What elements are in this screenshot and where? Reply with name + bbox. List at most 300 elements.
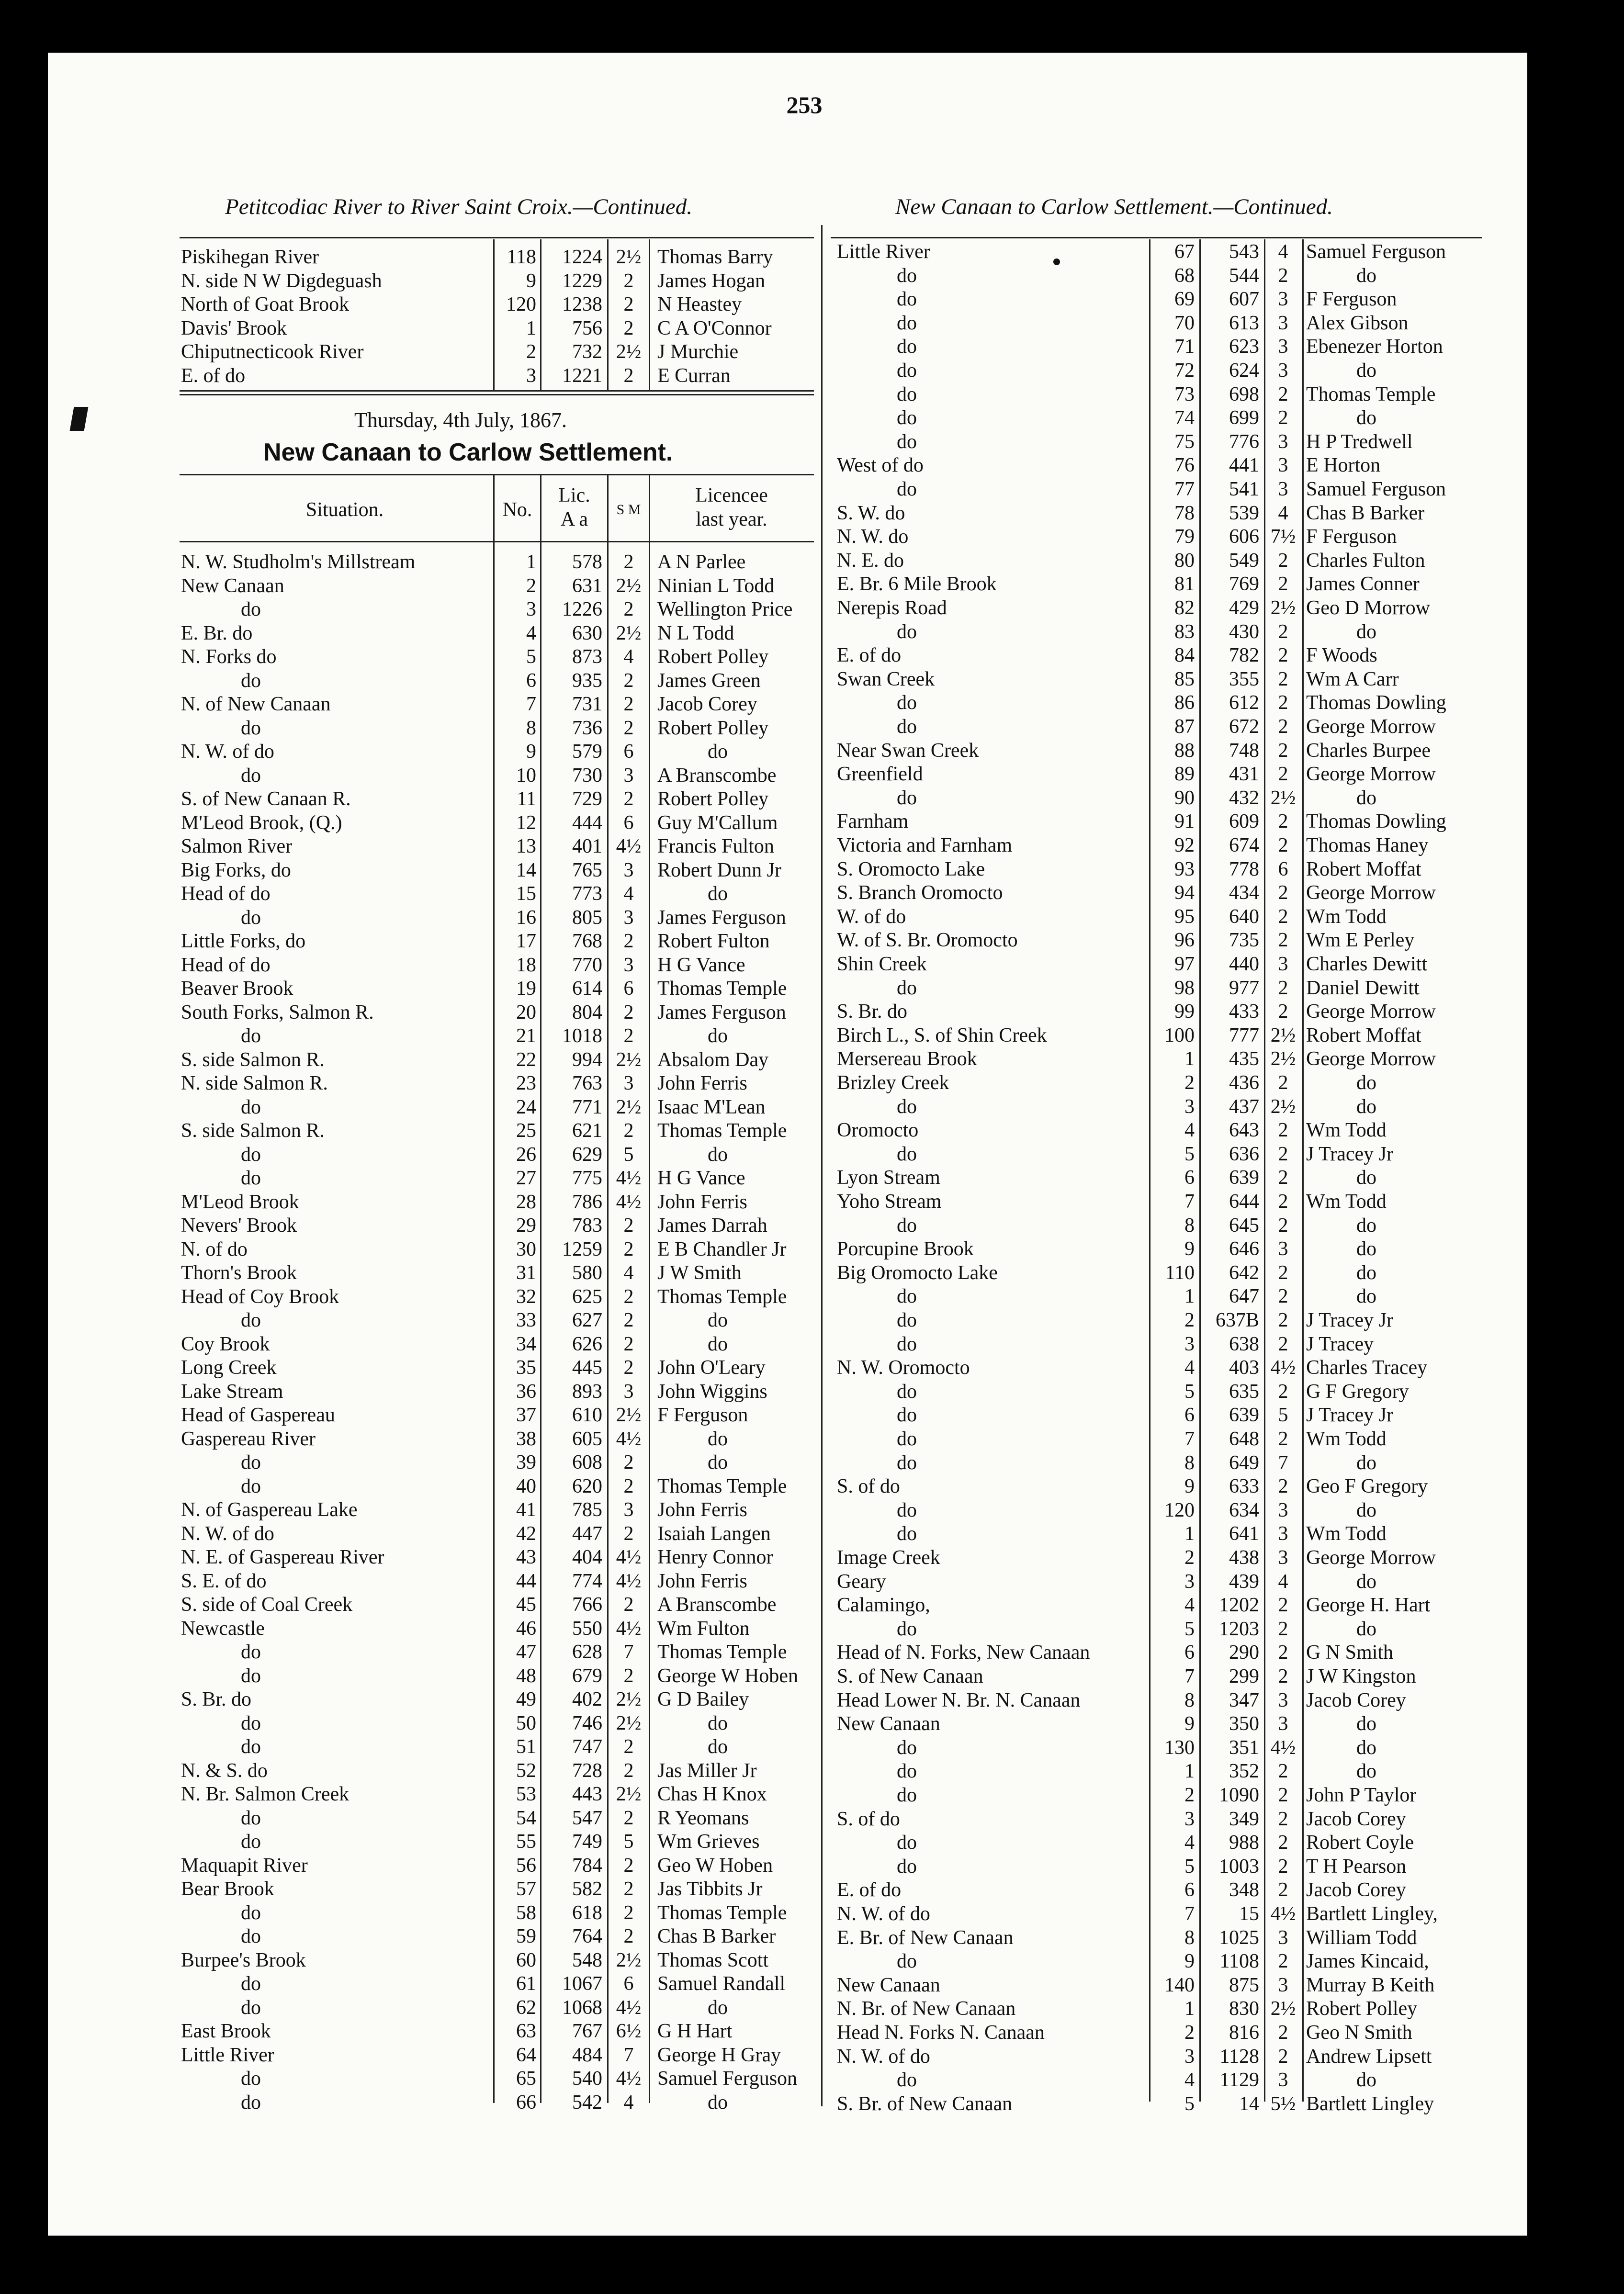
licence-cell: 433 <box>1229 1001 1259 1023</box>
licence-cell: 830 <box>1229 1998 1259 2020</box>
licence-cell: 639 <box>1229 1404 1259 1427</box>
sq-miles-cell: 2 <box>623 1854 634 1877</box>
number-cell: 81 <box>1174 573 1195 596</box>
situation-cell: do <box>241 2091 261 2114</box>
number-cell: 60 <box>516 1949 536 1971</box>
licence-cell: 1128 <box>1219 2045 1259 2068</box>
sq-miles-cell: 2 <box>623 1333 634 1355</box>
table-row <box>181 1546 813 1569</box>
number-cell: 6 <box>1184 1167 1195 1189</box>
table-row <box>181 2091 813 2114</box>
licensee-cell: Ninian L Todd <box>657 574 775 597</box>
number-cell: 3 <box>526 364 536 387</box>
situation-cell: S. Branch Oromocto <box>837 882 1003 904</box>
number-cell: 3 <box>526 598 536 620</box>
sq-miles-cell: 2 <box>1278 1191 1288 1213</box>
licence-cell: 579 <box>572 741 602 763</box>
sq-miles-cell: 5 <box>623 1831 634 1853</box>
number-cell: 13 <box>516 835 536 857</box>
table-row <box>837 1784 1478 1807</box>
licence-cell: 634 <box>1229 1499 1259 1521</box>
sq-miles-cell: 4½ <box>1270 1736 1296 1759</box>
licence-cell: 613 <box>1229 312 1259 334</box>
table-row <box>837 1618 1478 1641</box>
number-cell: 72 <box>1174 360 1195 382</box>
number-cell: 65 <box>516 2068 536 2090</box>
licence-cell: 771 <box>572 1096 602 1118</box>
licensee-cell: G H Hart <box>657 2020 733 2042</box>
table-row <box>837 858 1478 881</box>
licence-cell: 746 <box>572 1712 602 1734</box>
licence-cell: 445 <box>572 1357 602 1379</box>
table-row <box>837 1950 1478 1973</box>
table-row <box>181 1309 813 1332</box>
table-row <box>181 906 813 930</box>
number-cell: 84 <box>1174 644 1195 667</box>
licensee-cell: do <box>708 1333 728 1355</box>
licence-cell: 625 <box>572 1285 602 1308</box>
number-cell: 22 <box>516 1048 536 1071</box>
licence-cell: 550 <box>572 1617 602 1640</box>
situation-cell: do <box>241 1925 261 1947</box>
number-cell: 94 <box>1174 882 1195 904</box>
licence-cell: 640 <box>1229 905 1259 928</box>
situation-cell: North of Goat Brook <box>181 293 350 315</box>
licensee-cell: do <box>1356 1760 1376 1783</box>
licensee-cell: James Hogan <box>657 270 766 292</box>
licence-cell: 804 <box>572 1001 602 1023</box>
table-row <box>837 691 1478 715</box>
licence-cell: 582 <box>572 1878 602 1900</box>
licensee-cell: do <box>708 2091 728 2114</box>
situation-cell: do <box>897 1214 917 1237</box>
situation-cell: Little River <box>181 2044 274 2066</box>
table-row <box>181 1593 813 1617</box>
table-row <box>181 882 813 906</box>
licensee-cell: George W Hoben <box>657 1664 798 1687</box>
licensee-cell: Isaiah Langen <box>657 1522 771 1545</box>
situation-cell: Bear Brook <box>181 1878 274 1900</box>
situation-cell: do <box>241 1901 261 1924</box>
licensee-cell: Thomas Barry <box>657 246 773 268</box>
licence-cell: 783 <box>572 1214 602 1237</box>
licence-cell: 549 <box>1229 549 1259 572</box>
licensee-cell: do <box>1356 1214 1376 1237</box>
sq-miles-cell: 2 <box>623 669 634 692</box>
licensee-cell: George Morrow <box>1306 763 1436 786</box>
sq-miles-cell: 2 <box>1278 620 1288 643</box>
table-row <box>837 1831 1478 1855</box>
licensee-cell: do <box>708 1736 728 1758</box>
situation-cell: Head Lower N. Br. N. Canaan <box>837 1689 1081 1711</box>
table-row <box>181 1949 813 1972</box>
licensee-cell: do <box>1356 1167 1376 1189</box>
table-row <box>181 1356 813 1380</box>
situation-cell: do <box>897 1285 917 1308</box>
table-row <box>181 977 813 1001</box>
licensee-cell: Henry Connor <box>657 1546 773 1568</box>
number-cell: 91 <box>1174 810 1195 833</box>
licence-cell: 629 <box>572 1143 602 1166</box>
situation-cell: Big Oromocto Lake <box>837 1261 998 1284</box>
licence-cell: 805 <box>572 906 602 929</box>
licensee-cell: Charles Fulton <box>1306 549 1425 572</box>
col-header-lic: Lic. A a <box>558 484 590 530</box>
number-cell: 20 <box>516 1001 536 1023</box>
number-cell: 4 <box>1184 2069 1195 2092</box>
table-row <box>181 1191 813 1214</box>
table-row <box>837 739 1478 763</box>
table-row <box>837 1143 1478 1166</box>
sq-miles-cell: 2 <box>1278 668 1288 690</box>
licensee-cell: J W Smith <box>657 1262 742 1284</box>
sq-miles-cell: 2 <box>623 1120 634 1142</box>
sq-miles-cell: 2 <box>1278 905 1288 928</box>
situation-cell: do <box>897 716 917 738</box>
number-cell: 3 <box>1184 1808 1195 1830</box>
sq-miles-cell: 2 <box>1278 1333 1288 1355</box>
number-cell: 1 <box>526 551 536 573</box>
sq-miles-cell: 2 <box>623 270 634 292</box>
top-table-bottom-rule <box>180 390 814 392</box>
licensee-cell: Geo F Gregory <box>1306 1475 1428 1498</box>
licence-cell: 747 <box>572 1736 602 1758</box>
sq-miles-cell: 6½ <box>616 2020 642 2042</box>
table-row <box>181 598 813 621</box>
number-cell: 9 <box>526 741 536 763</box>
table-row <box>837 787 1478 810</box>
licensee-cell: do <box>1356 360 1376 382</box>
number-cell: 3 <box>1184 2045 1195 2068</box>
number-cell: 35 <box>516 1357 536 1379</box>
number-cell: 89 <box>1174 763 1195 786</box>
number-cell: 110 <box>1165 1261 1195 1284</box>
table-row <box>181 1901 813 1925</box>
licence-cell: 893 <box>572 1380 602 1403</box>
licence-cell: 484 <box>572 2044 602 2066</box>
licence-cell: 299 <box>1229 1665 1259 1687</box>
number-cell: 86 <box>1174 692 1195 714</box>
situation-cell: do <box>241 1451 261 1473</box>
sq-miles-cell: 2 <box>623 364 634 387</box>
situation-cell: do <box>897 312 917 334</box>
number-cell: 9 <box>1184 1475 1195 1498</box>
sq-miles-cell: 2½ <box>1270 1998 1296 2020</box>
table-row <box>181 811 813 835</box>
left-running-header: Petitcodiac River to River Saint Croix.—Continued. <box>225 194 692 219</box>
sq-miles-cell: 2 <box>1278 1594 1288 1617</box>
situation-cell: N. E. do <box>837 549 904 572</box>
licensee-cell: do <box>1356 1736 1376 1759</box>
number-cell: 57 <box>516 1878 536 1900</box>
table-row <box>181 764 813 787</box>
situation-cell: do <box>897 1832 917 1854</box>
number-cell: 52 <box>516 1759 536 1782</box>
number-cell: 140 <box>1164 1974 1195 1996</box>
sq-miles-cell: 3 <box>623 1072 634 1094</box>
sq-miles-cell: 2 <box>1278 1879 1288 1901</box>
licence-cell: 988 <box>1229 1832 1259 1854</box>
table-row <box>181 717 813 740</box>
table-row <box>181 1428 813 1451</box>
number-cell: 24 <box>516 1096 536 1118</box>
sq-miles-cell: 3 <box>1278 360 1288 382</box>
licence-cell: 547 <box>572 1807 602 1829</box>
situation-cell: do <box>897 1428 917 1450</box>
table-row <box>181 954 813 977</box>
situation-cell: Image Creek <box>837 1547 940 1569</box>
number-cell: 34 <box>516 1333 536 1355</box>
situation-cell: do <box>897 787 917 809</box>
licence-cell: 540 <box>572 2068 602 2090</box>
number-cell: 63 <box>516 2020 536 2042</box>
licensee-cell: G N Smith <box>1306 1642 1394 1664</box>
situation-cell: do <box>241 1831 261 1853</box>
sq-miles-cell: 4 <box>1278 241 1288 263</box>
number-cell: 9 <box>1184 1238 1195 1260</box>
licence-cell: 748 <box>1229 739 1259 762</box>
licensee-cell: George Morrow <box>1306 1048 1436 1070</box>
licence-cell: 447 <box>572 1522 602 1545</box>
sq-miles-cell: 2 <box>1278 1167 1288 1189</box>
sq-miles-cell: 2 <box>623 1594 634 1616</box>
situation-cell: S. W. do <box>837 502 905 524</box>
table-row <box>837 1902 1478 1926</box>
licence-cell: 630 <box>572 622 602 644</box>
situation-cell: do <box>897 1143 917 1165</box>
licence-cell: 543 <box>1229 241 1259 263</box>
licensee-cell: Charles Burpee <box>1306 739 1431 762</box>
number-cell: 11 <box>517 788 536 810</box>
number-cell: 118 <box>507 246 536 268</box>
situation-cell: do <box>897 1380 917 1403</box>
table-row <box>837 2092 1478 2116</box>
licence-cell: 1221 <box>562 364 602 387</box>
situation-cell: Big Forks, do <box>181 859 291 881</box>
sq-miles-cell: 2½ <box>616 341 642 363</box>
table-row <box>837 905 1478 929</box>
licensee-cell: Samuel Ferguson <box>657 2068 798 2090</box>
table-row <box>181 551 813 574</box>
table-row <box>837 264 1478 288</box>
licensee-cell: Wellington Price <box>657 598 793 620</box>
sq-miles-cell: 3 <box>1278 1523 1288 1545</box>
sq-miles-cell: 3 <box>1278 1238 1288 1260</box>
sq-miles-cell: 2 <box>1278 1261 1288 1284</box>
sq-miles-cell: 3 <box>1278 288 1288 311</box>
sq-miles-cell: 2 <box>1278 1214 1288 1237</box>
table-row <box>181 1854 813 1878</box>
number-cell: 120 <box>506 293 536 315</box>
sq-miles-cell: 2 <box>623 1925 634 1947</box>
number-cell: 2 <box>1184 1784 1195 1806</box>
sq-miles-cell: 2½ <box>616 246 642 268</box>
licensee-cell: do <box>1356 1095 1376 1118</box>
col-header-situation: Situation. <box>305 499 384 521</box>
col-header-no: No. <box>502 499 532 521</box>
number-cell: 6 <box>526 669 536 692</box>
number-cell: 26 <box>516 1143 536 1166</box>
sq-miles-cell: 4 <box>623 883 634 905</box>
licensee-cell: Thomas Dowling <box>1306 810 1446 833</box>
sq-miles-cell: 2 <box>1278 573 1288 596</box>
table-row <box>837 454 1478 477</box>
sq-miles-cell: 2 <box>623 1664 634 1687</box>
licensee-cell: Samuel Ferguson <box>1306 241 1446 263</box>
situation-cell: do <box>897 1855 917 1878</box>
licence-cell: 635 <box>1229 1380 1259 1403</box>
number-cell: 4 <box>1184 1357 1195 1379</box>
licensee-cell: Wm Todd <box>1306 1191 1387 1213</box>
licence-cell: 614 <box>572 978 602 1000</box>
licence-cell: 638 <box>1229 1333 1259 1355</box>
licensee-cell: Jacob Corey <box>1306 1808 1406 1830</box>
licensee-cell: Ebenezer Horton <box>1306 336 1443 358</box>
licence-cell: 1224 <box>562 246 602 268</box>
sq-miles-cell: 3 <box>1278 1713 1288 1735</box>
situation-cell: do <box>241 1167 261 1189</box>
situation-cell: Maquapit River <box>181 1854 308 1877</box>
situation-cell: S. Br. do <box>181 1688 252 1710</box>
number-cell: 3 <box>1184 1333 1195 1355</box>
number-cell: 31 <box>516 1262 536 1284</box>
situation-cell: do <box>241 717 261 739</box>
table-row <box>837 1760 1478 1783</box>
situation-cell: N. E. of Gaspereau River <box>181 1546 384 1568</box>
table-row <box>837 1214 1478 1237</box>
licence-cell: 1229 <box>562 270 602 292</box>
sq-miles-cell: 4 <box>623 646 634 668</box>
licence-cell: 774 <box>572 1570 602 1592</box>
licence-cell: 403 <box>1229 1357 1259 1379</box>
situation-cell: W. of do <box>837 905 906 928</box>
licence-cell: 628 <box>572 1641 602 1663</box>
number-cell: 12 <box>516 811 536 834</box>
sq-miles-cell: 6 <box>623 741 634 763</box>
table-row <box>181 1498 813 1522</box>
number-cell: 46 <box>516 1617 536 1640</box>
table-row <box>837 288 1478 311</box>
situation-cell: do <box>241 1973 261 1995</box>
licence-cell: 776 <box>1229 430 1259 453</box>
number-cell: 8 <box>1184 1926 1195 1949</box>
table-row <box>181 1380 813 1404</box>
number-cell: 4 <box>1184 1119 1195 1142</box>
number-cell: 2 <box>526 341 536 363</box>
licensee-cell: G F Gregory <box>1306 1380 1409 1403</box>
table-row <box>181 1759 813 1783</box>
licensee-cell: Bartlett Lingley, <box>1306 1903 1438 1925</box>
situation-cell: E. Br. of New Canaan <box>837 1926 1014 1949</box>
sq-miles-cell: 2 <box>1278 264 1288 287</box>
licensee-cell: do <box>708 1451 728 1473</box>
situation-cell: Long Creek <box>181 1357 277 1379</box>
sq-miles-cell: 4½ <box>616 1167 642 1189</box>
licensee-cell: George H Gray <box>657 2044 781 2066</box>
licence-cell: 348 <box>1229 1879 1259 1901</box>
situation-cell: N. side Salmon R. <box>181 1072 328 1094</box>
licensee-cell: Wm Todd <box>1306 1428 1387 1450</box>
licensee-cell: George Morrow <box>1306 1547 1436 1569</box>
situation-cell: S. side of Coal Creek <box>181 1594 353 1616</box>
situation-cell: N. W. Studholm's Millstream <box>181 551 416 573</box>
situation-cell: Beaver Brook <box>181 978 293 1000</box>
table-row <box>181 1996 813 2020</box>
table-row <box>837 1974 1478 1997</box>
number-cell: 43 <box>516 1546 536 1568</box>
situation-cell: S. E. of do <box>181 1570 267 1592</box>
table-row <box>837 1546 1478 1570</box>
number-cell: 73 <box>1174 383 1195 405</box>
situation-cell: M'Leod Brook, (Q.) <box>181 811 342 834</box>
licensee-cell: Samuel Randall <box>657 1973 786 1995</box>
licence-cell: 647 <box>1229 1285 1259 1308</box>
licence-cell: 782 <box>1229 644 1259 667</box>
page-number: 253 <box>786 91 823 118</box>
table-row <box>837 1000 1478 1023</box>
licensee-cell: John O'Leary <box>657 1357 766 1379</box>
situation-cell: Brizley Creek <box>837 1072 949 1094</box>
sq-miles-cell: 2½ <box>616 1688 642 1710</box>
sq-miles-cell: 2 <box>623 930 634 952</box>
number-cell: 36 <box>516 1380 536 1403</box>
number-cell: 82 <box>1174 597 1195 619</box>
table-row <box>837 644 1478 667</box>
licence-cell: 786 <box>572 1191 602 1213</box>
licence-cell: 607 <box>1229 288 1259 311</box>
table-row <box>837 502 1478 525</box>
number-cell: 6 <box>1184 1404 1195 1427</box>
table-row <box>837 525 1478 549</box>
sq-miles-cell: 2½ <box>1270 1095 1296 1118</box>
number-cell: 1 <box>1184 1285 1195 1308</box>
licence-cell: 1203 <box>1219 1618 1259 1640</box>
licence-cell: 736 <box>572 717 602 739</box>
licensee-cell: Thomas Temple <box>657 1285 787 1308</box>
situation-cell: S. of do <box>837 1475 900 1498</box>
sq-miles-cell: 2 <box>1278 882 1288 904</box>
situation-cell: Nerepis Road <box>837 597 947 619</box>
licence-cell: 1018 <box>562 1025 602 1047</box>
table-row <box>837 1024 1478 1047</box>
licence-cell: 434 <box>1229 882 1259 904</box>
table-row <box>837 359 1478 382</box>
licensee-cell: J Tracey Jr <box>1306 1404 1394 1427</box>
number-cell: 19 <box>516 978 536 1000</box>
situation-cell: Chiputnecticook River <box>181 341 364 363</box>
situation-cell: N. W. Oromocto <box>837 1357 970 1379</box>
situation-cell: Lyon Stream <box>837 1167 940 1189</box>
table-row <box>181 574 813 598</box>
table-row <box>181 859 813 882</box>
situation-cell: N. W. of do <box>837 2045 930 2068</box>
sq-miles-cell: 2 <box>1278 1001 1288 1023</box>
number-cell: 59 <box>516 1925 536 1947</box>
licensee-cell: do <box>1356 787 1376 809</box>
table-row <box>181 622 813 645</box>
licensee-cell: do <box>708 1428 728 1450</box>
table-row <box>181 246 813 269</box>
number-cell: 88 <box>1174 739 1195 762</box>
table-row <box>837 1689 1478 1712</box>
number-cell: 130 <box>1164 1736 1195 1759</box>
licensee-cell: G D Bailey <box>657 1688 749 1710</box>
situation-cell: E. of do <box>181 364 246 387</box>
situation-cell: Little River <box>837 241 930 263</box>
number-cell: 14 <box>516 859 536 881</box>
licensee-cell: Thomas Temple <box>657 1475 787 1497</box>
sq-miles-cell: 2 <box>1278 407 1288 429</box>
